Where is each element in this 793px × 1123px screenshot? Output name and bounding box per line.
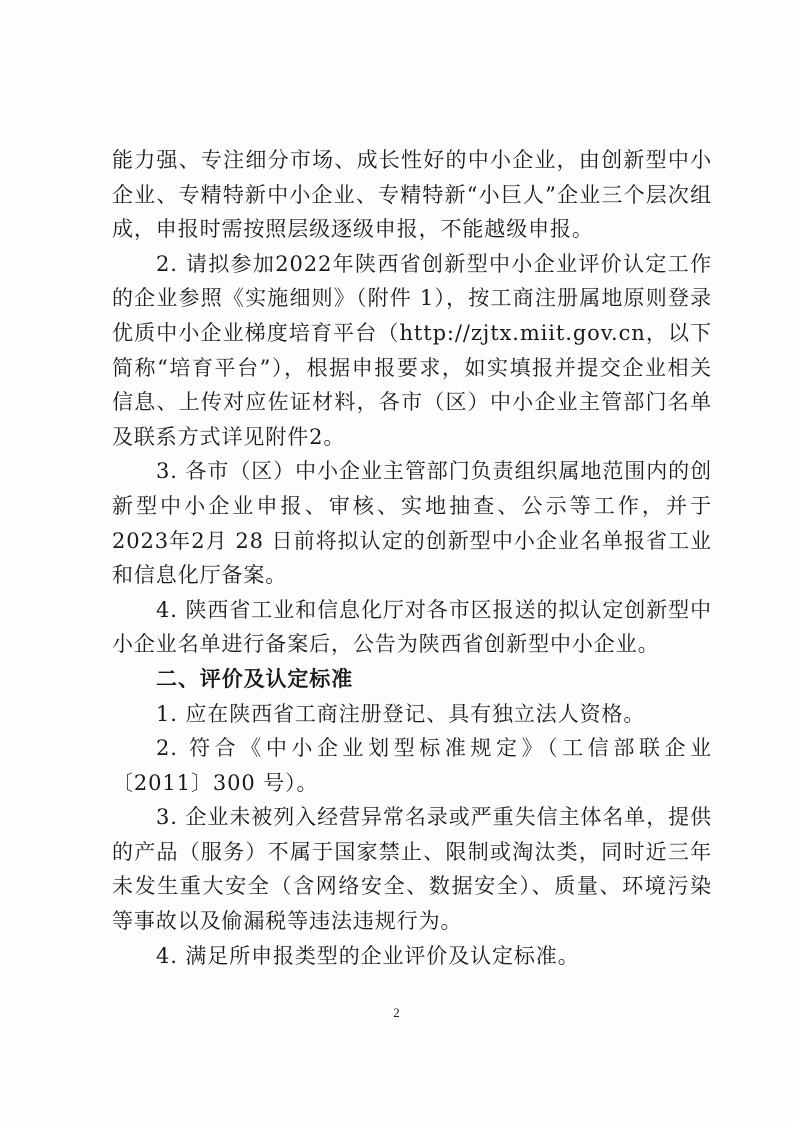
paragraph-item-3: 3. 各市（区）中小企业主管部门负责组织属地范围内的创新型中小企业申报、审核、实地抽查、公示等工作，并于2023年2月 28 日前将拟认定的创新型中小企业名单报省工业和信息化厅备案。 xyxy=(112,459,712,588)
criteria-item-2: 2. 符合《中小企业划型标准规定》（工信部联企业〔2011〕300 号）。 xyxy=(112,736,712,795)
criteria-item-4: 4. 满足所申报类型的企业评价及认定标准。 xyxy=(156,943,580,968)
criteria-item-3: 3. 企业未被列入经营异常名录或严重失信主体名单，提供的产品（服务）不属于国家禁止、限制或淘汰类，同时近三年未发生重大安全（含网络安全、数据安全）、质量、环境污染等事故以及偷漏税等违法违规行为。 xyxy=(112,805,712,934)
paragraph-item-4: 4. 陕西省工业和信息化厅对各市区报送的拟认定创新型中小企业名单进行备案后，公告为陕西省创新型中小企业。 xyxy=(112,597,712,657)
document-body xyxy=(112,143,712,973)
paragraph-continuation: 能力强、专注细分市场、成长性好的中小企业，由创新型中小企业、专精特新中小企业、专精特新“小巨人”企业三个层次组成，申报时需按照层级逐级申报，不能越级申报。 xyxy=(112,148,712,242)
criteria-item-1: 1. 应在陕西省工商注册登记、具有独立法人资格。 xyxy=(156,701,646,726)
paragraph-item-2: 2. 请拟参加2022年陕西省创新型中小企业评价认定工作的企业参照《实施细则》（附件 1），按工商注册属地原则登录优质中小企业梯度培育平台（http://zjtx.miit.gov.cn，以下简称“培育平台”），根据申报要求，如实填报并提交企业相关信息、上传对应佐证材料，各市（区）中小企业主管部门名单及联系方式详见附件2。 xyxy=(112,251,712,449)
page-number: 2 xyxy=(393,1005,400,1020)
section-heading: 二、评价及认定标准 xyxy=(156,666,354,691)
